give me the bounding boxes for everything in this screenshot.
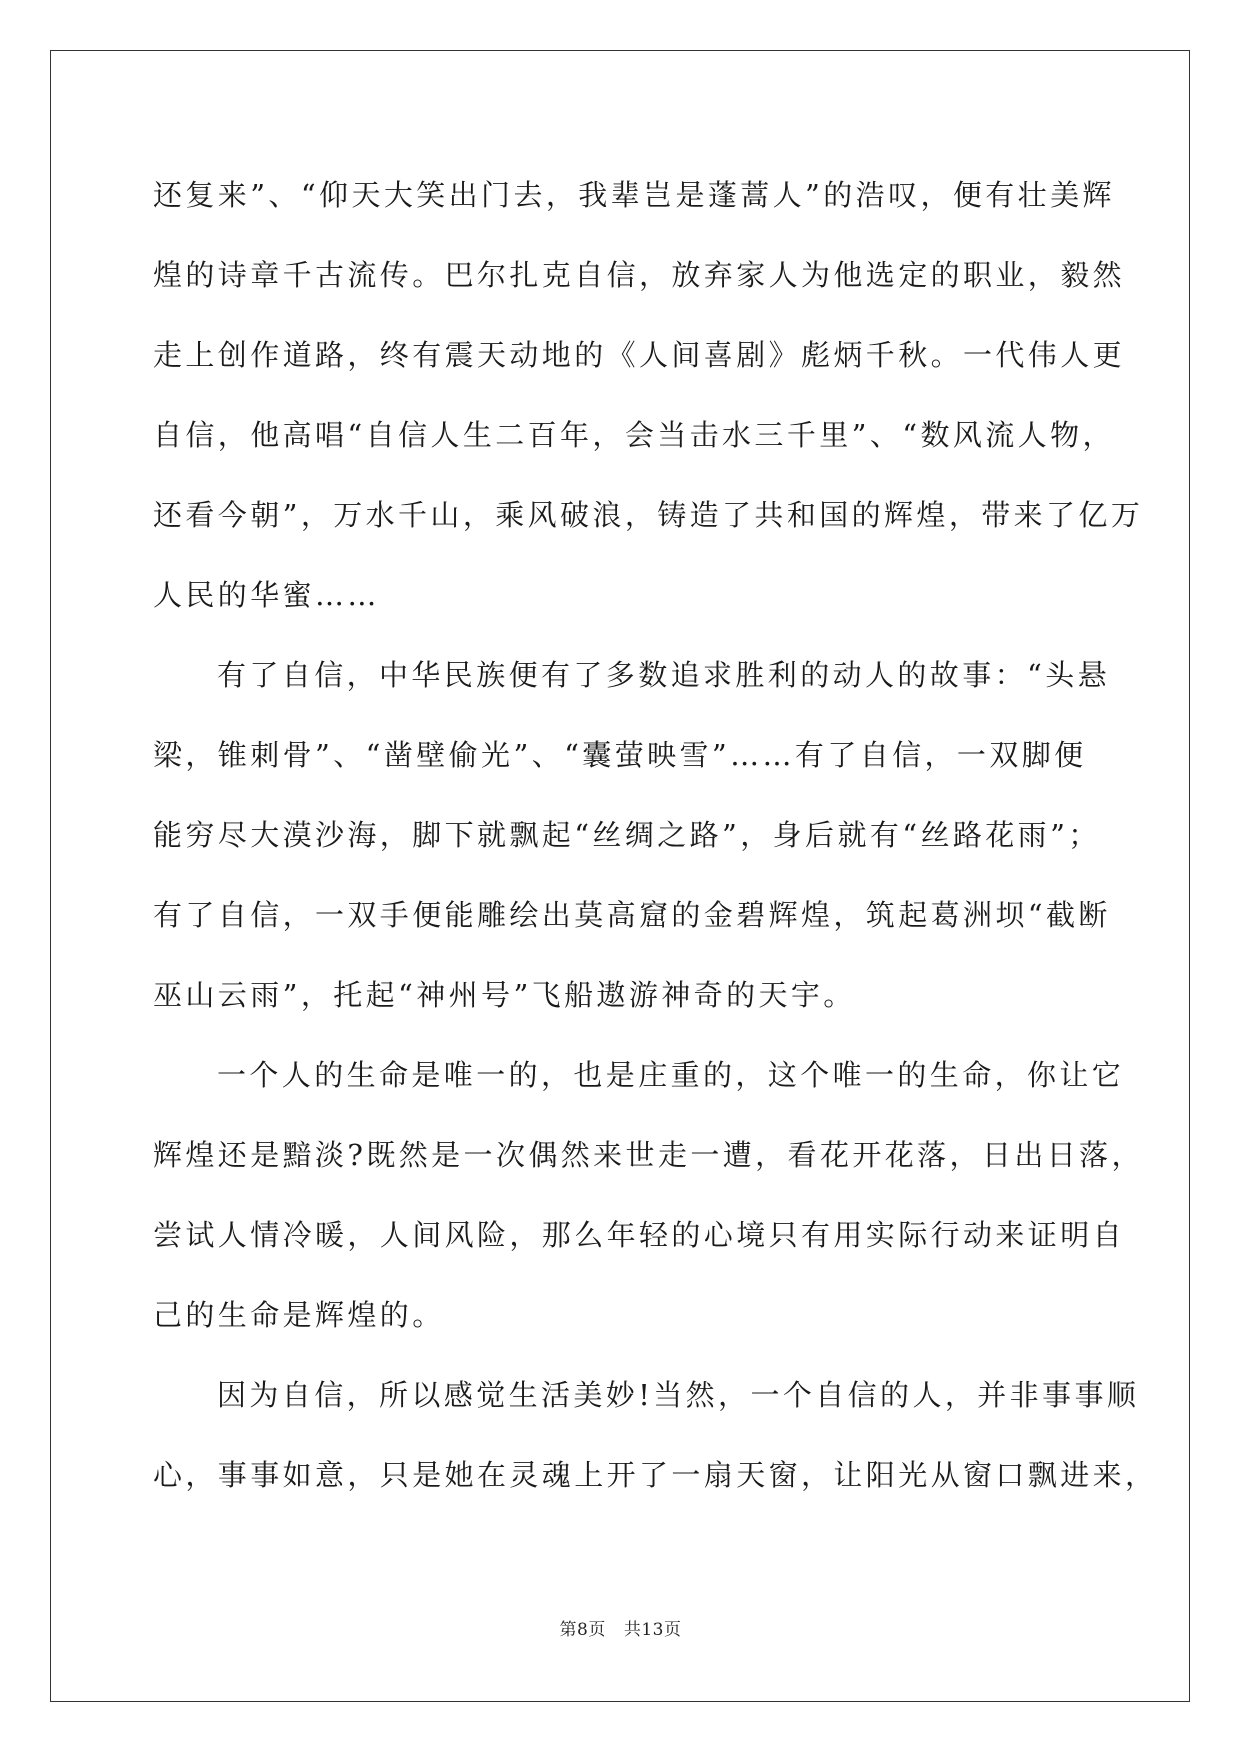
text-line-11: 巫山云雨”，托起“神州号”飞船遨游神奇的天宇。 bbox=[153, 978, 856, 1012]
text-line-3: 走上创作道路，终有震天动地的《人间喜剧》彪炳千秋。一代伟人更 bbox=[153, 338, 1126, 372]
text-line-1: 还复来”、“仰天大笑出门去，我辈岂是蓬蒿人”的浩叹，便有壮美辉 bbox=[153, 178, 1115, 212]
page-number: 第8页 bbox=[559, 1620, 606, 1640]
text-line-17: 心，事事如意，只是她在灵魂上开了一扇天窗，让阳光从窗口飘进来， bbox=[153, 1458, 1158, 1492]
text-line-8: 梁，锥刺骨”、“凿壁偷光”、“囊萤映雪”……有了自信，一双脚便 bbox=[153, 738, 1087, 772]
text-line-15: 己的生命是辉煌的。 bbox=[153, 1298, 445, 1332]
text-line-12: 一个人的生命是唯一的，也是庄重的，这个唯一的生命，你让它 bbox=[217, 1058, 1125, 1092]
text-line-5: 还看今朝”，万水千山，乘风破浪，铸造了共和国的辉煌，带来了亿万 bbox=[153, 498, 1144, 532]
text-line-4: 自信，他高唱“自信人生二百年，会当击水三千里”、“数风流人物， bbox=[153, 418, 1115, 452]
text-line-13: 辉煌还是黯淡?既然是一次偶然来世走一遭，看花开花落，日出日落， bbox=[153, 1138, 1144, 1172]
text-line-6: 人民的华蜜…… bbox=[153, 578, 380, 612]
text-line-14: 尝试人情冷暖，人间风险，那么年轻的心境只有用实际行动来证明自 bbox=[153, 1218, 1126, 1252]
page-total: 共13页 bbox=[623, 1620, 682, 1640]
text-line-7: 有了自信，中华民族便有了多数追求胜利的动人的故事：“头悬 bbox=[217, 658, 1111, 692]
document-body bbox=[153, 155, 1158, 1515]
text-line-16: 因为自信，所以感觉生活美妙!当然，一个自信的人，并非事事顺 bbox=[217, 1378, 1140, 1412]
page-footer bbox=[0, 1615, 1241, 1640]
text-line-9: 能穷尽大漠沙海，脚下就飘起“丝绸之路”，身后就有“丝路花雨”； bbox=[153, 818, 1101, 852]
text-line-10: 有了自信，一双手便能雕绘出莫高窟的金碧辉煌，筑起葛洲坝“截断 bbox=[153, 898, 1111, 932]
text-line-2: 煌的诗章千古流传。巴尔扎克自信，放弃家人为他选定的职业，毅然 bbox=[153, 258, 1126, 292]
